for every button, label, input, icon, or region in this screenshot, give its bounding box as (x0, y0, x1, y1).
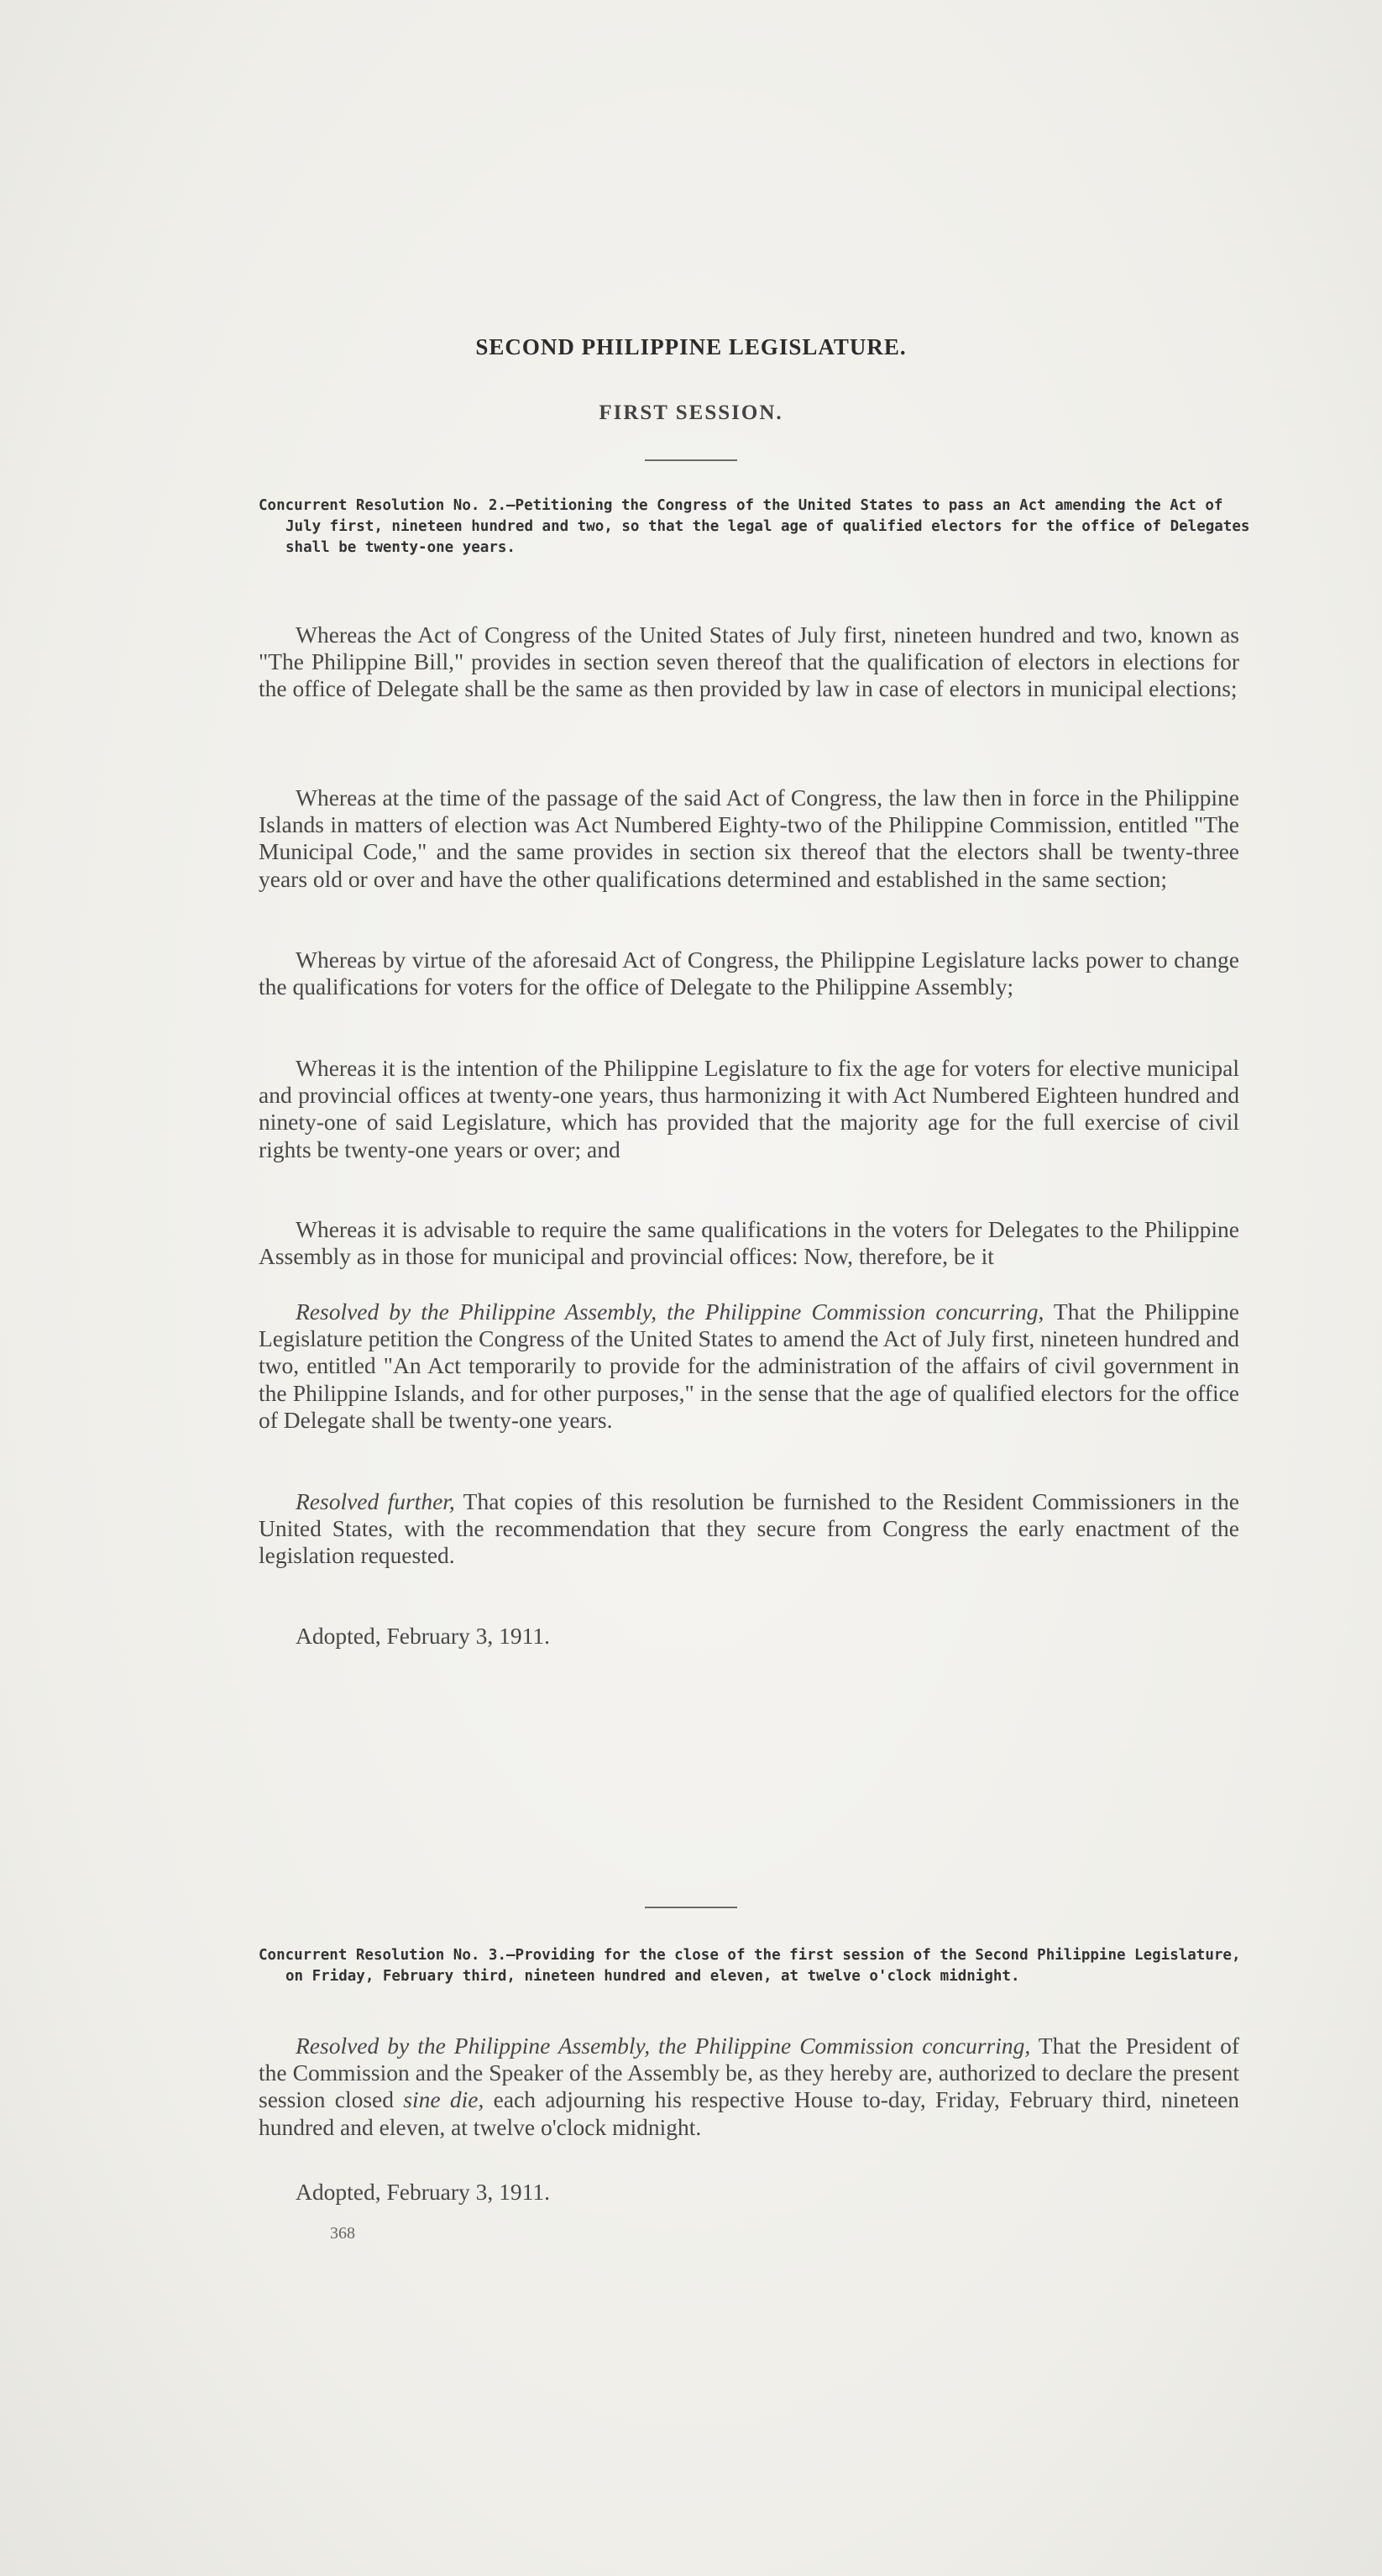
whereas-paragraph-3: Whereas by virtue of the aforesaid Act of Congress, the Philippine Legislature lacks power to change the qualifications for voters for the office of Delegate to the Philippine Assembly; (259, 947, 1239, 1000)
resolved-further-text: That copies of this resolution be furnished to the Resident Commissioners in the United States, with the recommendation that they secure from Congress the early enactment of the legislation requested. (259, 1488, 1239, 1569)
resolved-text-3a: That the President of the Commission and the Speaker of the Assembly be, as they hereby are, authorized to declare the present session closed (259, 2033, 1239, 2113)
section-divider (645, 459, 737, 461)
section-divider (645, 1907, 737, 1908)
session-heading: FIRST SESSION. (599, 401, 783, 424)
resolved-paragraph (259, 1298, 1239, 1434)
sine-die-phrase: sine die, (403, 2086, 484, 2113)
resolution-2-title: Concurrent Resolution No. 2.—Petitioning the Congress of the United States to pass an Act amending the Act of July first, nineteen hundred and two, so that the legal age of qualified electors for the office of Delegates shall be twenty-one years. (259, 497, 1250, 556)
resolution-3-title: Concurrent Resolution No. 3.—Providing for the close of the first session of the Second Philippine Legislature, on Friday, February third, nineteen hundred and eleven, at twelve o'clock midnight. (259, 1947, 1241, 1985)
whereas-paragraph-5: Whereas it is advisable to require the same qualifications in the voters for Delegates to the Philippine Assembly as in those for municipal and provincial offices: Now, therefore, be it (259, 1216, 1239, 1270)
whereas-paragraph-4: Whereas it is the intention of the Philippine Legislature to fix the age for voters for elective municipal and provincial offices at twenty-one years, thus harmonizing it with Act Numbered Eighteen hundred and ninety-one of said Legislature, which has provided that the majority age for the full exercise of civil rights be twenty-one years or over; and (259, 1055, 1239, 1162)
adopted-date-3: Adopted, February 3, 1911. (296, 2179, 550, 2205)
resolved-lead: Resolved by the Philippine Assembly, the Philippine Commission concurring, (296, 1298, 1044, 1325)
resolved-text: That the Philippine Legislature petition the Congress of the United States to amend the Act of July first, nineteen hundred and two, entitled "An Act temporarily to provide for the administration of the affairs of civil government in the Philippine Islands, and for other purposes," in the sense that the age of qualified electors for the office of Delegate shall be twenty-one years. (259, 1298, 1239, 1433)
page-number: 368 (330, 2224, 355, 2243)
resolved-further-lead: Resolved further, (296, 1488, 455, 1514)
resolved-further-paragraph (259, 1488, 1239, 1570)
resolved-paragraph-3 (259, 2033, 1239, 2141)
adopted-date-2: Adopted, February 3, 1911. (296, 1623, 550, 1649)
legislature-heading: SECOND PHILIPPINE LEGISLATURE. (475, 334, 907, 359)
whereas-paragraph-1: Whereas the Act of Congress of the United States of July first, nineteen hundred and two, known as "The Philippine Bill," provides in section seven thereof that the qualification of electors in elections for the office of Delegate shall be the same as then provided by law in case of electors in municipal elections; (259, 622, 1239, 702)
resolved-lead-3: Resolved by the Philippine Assembly, the Philippine Commission concurring, (296, 2033, 1031, 2059)
whereas-paragraph-2: Whereas at the time of the passage of the said Act of Congress, the law then in force in the Philippine Islands in matters of election was Act Numbered Eighty-two of the Philippine Commission, entitled "The Municipal Code," and the same provides in section six thereof that the electors shall be twenty-three years old or over and have the other qualifications determined and established in the same section; (259, 784, 1239, 892)
resolved-text-3b: each adjourning his respective House to-day, Friday, February third, nineteen hundred and eleven, at twelve o'clock midnight. (259, 2086, 1239, 2140)
